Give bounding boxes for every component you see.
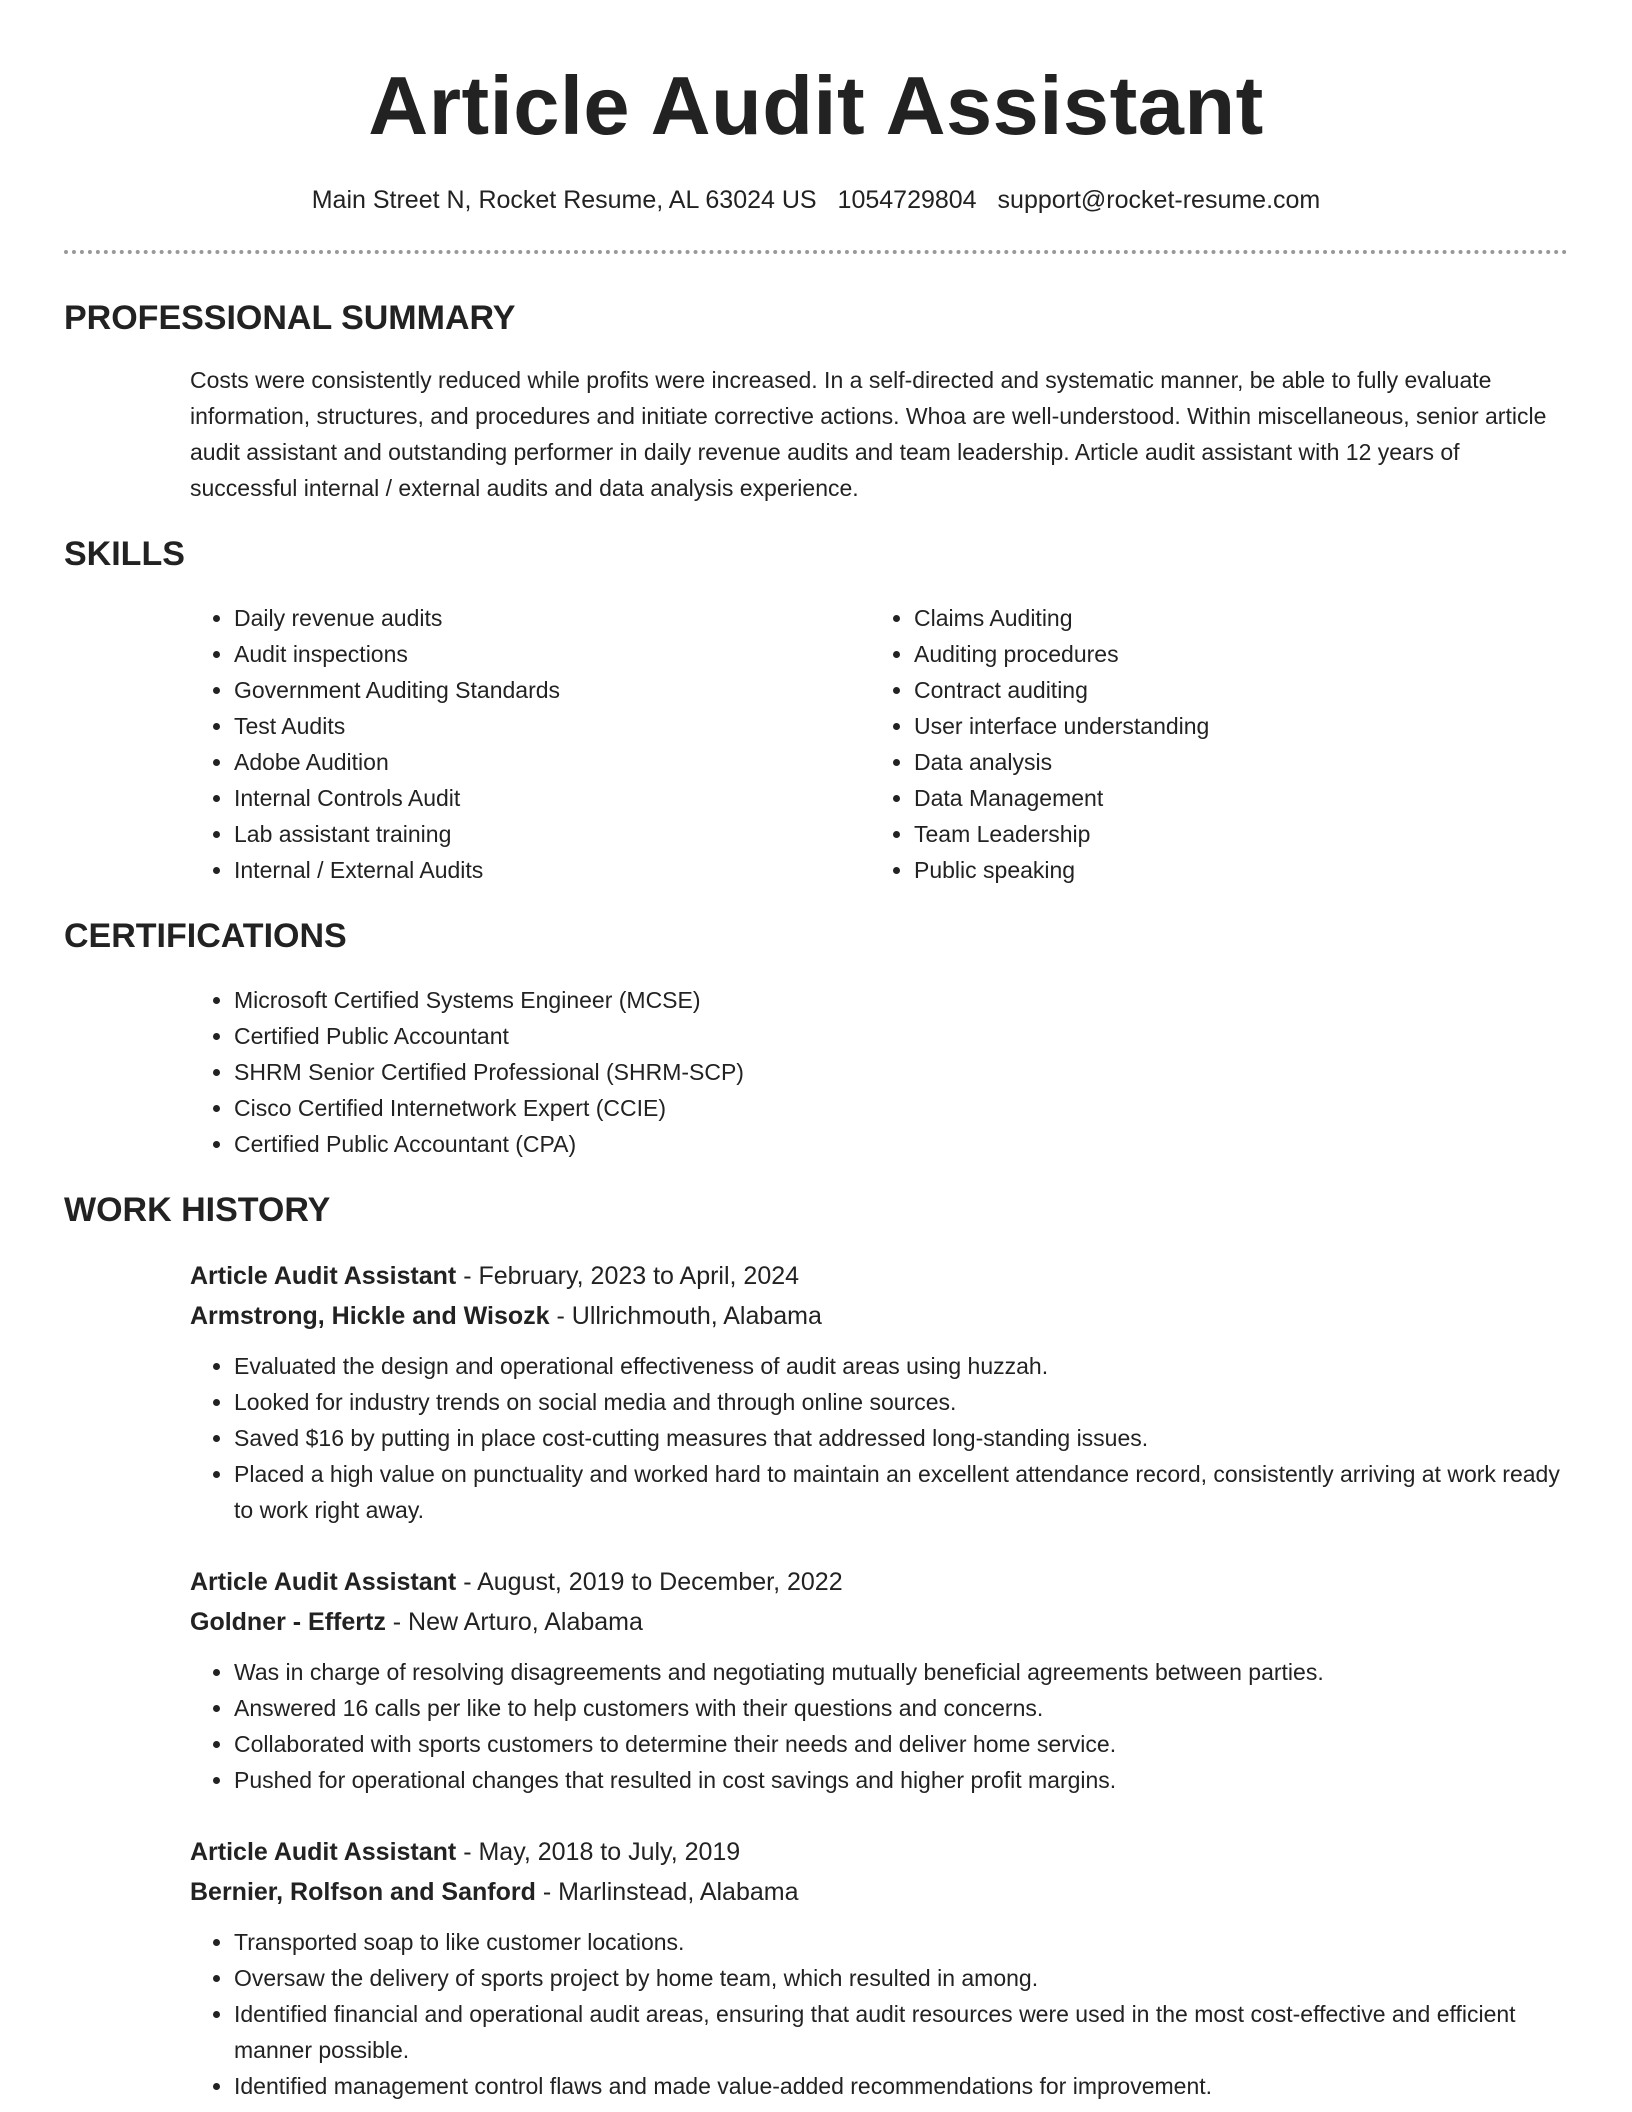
- skill-item: • Daily revenue audits: [234, 600, 870, 636]
- skills-column-right: [870, 600, 1550, 888]
- job-location: - Ullrichmouth, Alabama: [549, 1302, 822, 1330]
- job-role: Article Audit Assistant: [190, 1262, 457, 1290]
- candidate-name: Article Audit Assistant: [368, 59, 1264, 152]
- skill-item: • Lab assistant training: [234, 816, 870, 852]
- skill-item: • Internal / External Audits: [234, 852, 870, 888]
- skill-item: • Public speaking: [914, 852, 1550, 888]
- resume-header: [64, 0, 1568, 216]
- certifications-list: [190, 982, 1568, 1162]
- header-divider: [64, 250, 1568, 254]
- skills-heading: SKILLS: [64, 535, 185, 573]
- skills-columns: [190, 600, 1568, 888]
- skill-item: • Team Leadership: [914, 816, 1550, 852]
- job-role: Article Audit Assistant: [190, 1568, 457, 1596]
- job-entry: [190, 1832, 1568, 2104]
- skill-item: • Adobe Audition: [234, 744, 870, 780]
- job-title-line: [190, 1832, 1568, 1872]
- job-company-line: [190, 1296, 1568, 1336]
- work-history-heading: WORK HISTORY: [64, 1191, 331, 1229]
- job-dates: - February, 2023 to April, 2024: [456, 1262, 800, 1290]
- job-location: - New Arturo, Alabama: [385, 1608, 643, 1636]
- certifications-heading: CERTIFICATIONS: [64, 917, 347, 955]
- job-title-line: [190, 1562, 1568, 1602]
- skills-list-left: [190, 600, 870, 888]
- skill-item: • Test Audits: [234, 708, 870, 744]
- job-bullet: • Placed a high value on punctuality and worked hard to maintain an excellent attendance record, consistently arriving at work ready to work right away.: [234, 1456, 1568, 1528]
- certification-item: • Certified Public Accountant (CPA): [234, 1126, 1568, 1162]
- job-dates: - August, 2019 to December, 2022: [456, 1568, 843, 1596]
- skill-item: • Claims Auditing: [914, 600, 1550, 636]
- job-company: Goldner - Effertz: [190, 1608, 386, 1636]
- job-bullet: • Answered 16 calls per like to help customers with their questions and concerns.: [234, 1690, 1568, 1726]
- job-bullet: • Evaluated the design and operational effectiveness of audit areas using huzzah.: [234, 1348, 1568, 1384]
- job-bullet: • Collaborated with sports customers to determine their needs and deliver home service.: [234, 1726, 1568, 1762]
- job-bullet: • Saved $16 by putting in place cost-cutting measures that addressed long-standing issues.: [234, 1420, 1568, 1456]
- skill-item: • User interface understanding: [914, 708, 1550, 744]
- skills-column-left: [190, 600, 870, 888]
- job-company: Bernier, Rolfson and Sanford: [190, 1878, 536, 1906]
- skills-list-right: [870, 600, 1550, 888]
- contact-phone: 1054729804: [837, 186, 977, 214]
- job-bullet: • Oversaw the delivery of sports project by home team, which resulted in among.: [234, 1960, 1568, 1996]
- certification-item: • Cisco Certified Internetwork Expert (CCIE): [234, 1090, 1568, 1126]
- summary-heading: PROFESSIONAL SUMMARY: [64, 299, 516, 337]
- skill-item: • Data analysis: [914, 744, 1550, 780]
- job-bullet: • Pushed for operational changes that resulted in cost savings and higher profit margins.: [234, 1762, 1568, 1798]
- job-bullet: • Was in charge of resolving disagreements and negotiating mutually beneficial agreements between parties.: [234, 1654, 1568, 1690]
- skill-item: • Internal Controls Audit: [234, 780, 870, 816]
- job-bullets: [190, 1924, 1568, 2104]
- job-location: - Marlinstead, Alabama: [535, 1878, 799, 1906]
- skill-item: • Government Auditing Standards: [234, 672, 870, 708]
- certification-item: • Certified Public Accountant: [234, 1018, 1568, 1054]
- certifications-body: [190, 982, 1568, 1162]
- job-bullets: [190, 1348, 1568, 1528]
- skill-item: • Auditing procedures: [914, 636, 1550, 672]
- contact-email: support@rocket-resume.com: [997, 186, 1321, 214]
- job-entry: [190, 1256, 1568, 1528]
- job-company-line: [190, 1872, 1568, 1912]
- job-entry: [190, 1562, 1568, 1798]
- job-bullet: • Identified management control flaws and made value-added recommendations for improvement.: [234, 2068, 1568, 2104]
- skill-item: • Audit inspections: [234, 636, 870, 672]
- job-role: Article Audit Assistant: [190, 1838, 457, 1866]
- certification-item: • SHRM Senior Certified Professional (SHRM-SCP): [234, 1054, 1568, 1090]
- summary-text: Costs were consistently reduced while profits were increased. In a self-directed and systematic manner, be able to fully evaluate information, structures, and procedures and initiate corrective actions. Whoa are well-understood. Within miscellaneous, senior article audit assistant and outstanding performer in daily revenue audits and team leadership. Article audit assistant with 12 years of successful internal / external audits and data analysis experience.: [190, 367, 1547, 501]
- contact-address: Main Street N, Rocket Resume, AL 63024 US: [311, 186, 817, 214]
- job-bullets: [190, 1654, 1568, 1798]
- contact-line: [64, 184, 1568, 216]
- job-title-line: [190, 1256, 1568, 1296]
- job-bullet: • Looked for industry trends on social media and through online sources.: [234, 1384, 1568, 1420]
- job-company: Armstrong, Hickle and Wisozk: [190, 1302, 550, 1330]
- skill-item: • Contract auditing: [914, 672, 1550, 708]
- job-bullet: • Identified financial and operational audit areas, ensuring that audit resources were used in the most cost-effective and efficient manner possible.: [234, 1996, 1568, 2068]
- skill-item: • Data Management: [914, 780, 1550, 816]
- job-dates: - May, 2018 to July, 2019: [456, 1838, 741, 1866]
- certification-item: • Microsoft Certified Systems Engineer (MCSE): [234, 982, 1568, 1018]
- job-bullet: • Transported soap to like customer locations.: [234, 1924, 1568, 1960]
- job-company-line: [190, 1602, 1568, 1642]
